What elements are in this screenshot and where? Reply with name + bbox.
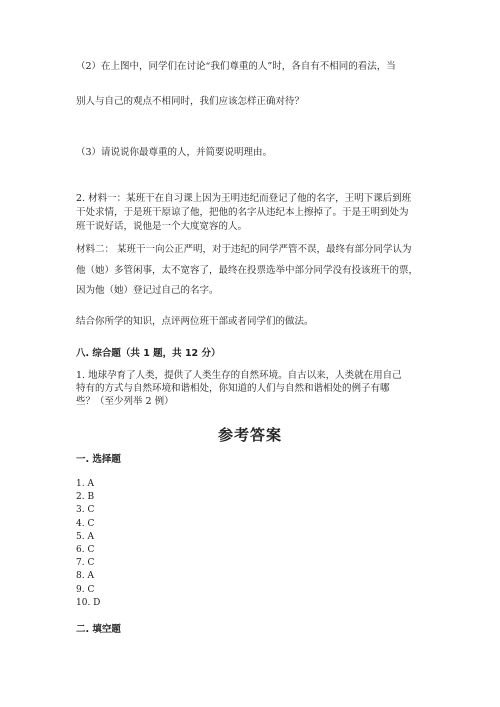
q3-question: 结合你所学的知识，点评两位班干部或者同学们的做法。 xyxy=(76,316,314,327)
answer-item: 1. A xyxy=(76,479,94,489)
answers-section2-heading: 二. 填空题 xyxy=(76,624,121,635)
q8-line2: 特有的方式与自然环境和谐相处，你知道的人们与自然和谐相处的例子有哪 xyxy=(76,383,390,394)
answers-section1-list xyxy=(76,478,100,610)
answer-item: 8. A xyxy=(76,571,94,582)
q3-material1-line3: 班干说好话，说他是一个大度宽容的人。 xyxy=(76,221,248,232)
q3-material1-line2: 干处求情，于是班干原谅了他，把他的名字从违纪本上擦掉了。于是王明到处为 xyxy=(76,207,409,218)
answer-item: 3. C xyxy=(76,505,95,516)
q3-material2-line2: 他（她）多管闲事，太不宽容了，最终在投票选举中部分同学没有投该班干的票， xyxy=(76,265,419,276)
answers-section1-heading: 一. 选择题 xyxy=(76,454,121,465)
q2-part2-line2: 别人与自己的观点不相同时，我们应该怎样正确对待？ xyxy=(76,96,305,107)
q3-material2-line3: 因为他（她）登记过自己的名字。 xyxy=(76,285,219,296)
q3-material2-line1: 材料二： 某班干一向公正严明，对于违纪的同学严管不误，最终有部分同学认为 xyxy=(76,244,412,255)
answer-title: 参考答案 xyxy=(217,426,282,444)
answer-item: 5. A xyxy=(76,531,94,542)
answer-item: 2. B xyxy=(76,492,95,503)
q2-part3: （3）请说说你最尊重的人，并简要说明理由。 xyxy=(76,147,273,158)
q8-line3: 些？（至少列举 2 例） xyxy=(76,396,174,407)
q8-line1: 1. 地球孕育了人类，提供了人类生存的自然环境。自古以来，人类就在用自己 xyxy=(76,370,402,381)
answer-item: 10. D xyxy=(76,597,101,608)
q3-material1-line1: 2. 材料一：某班干在自习课上因为王明违纪而登记了他的名字，王明下课后到班 xyxy=(76,193,412,204)
answer-item: 9. C xyxy=(76,584,95,595)
answer-item: 7. C xyxy=(76,558,95,569)
answer-item: 6. C xyxy=(76,545,95,556)
answer-item: 4. C xyxy=(76,518,95,529)
q2-part2-line1: （2）在上图中，同学们在讨论“我们尊重的人”时，各自有不相同的看法，当 xyxy=(76,61,396,72)
section8-heading: 八. 综合题（共 1 题，共 12 分） xyxy=(76,348,221,359)
